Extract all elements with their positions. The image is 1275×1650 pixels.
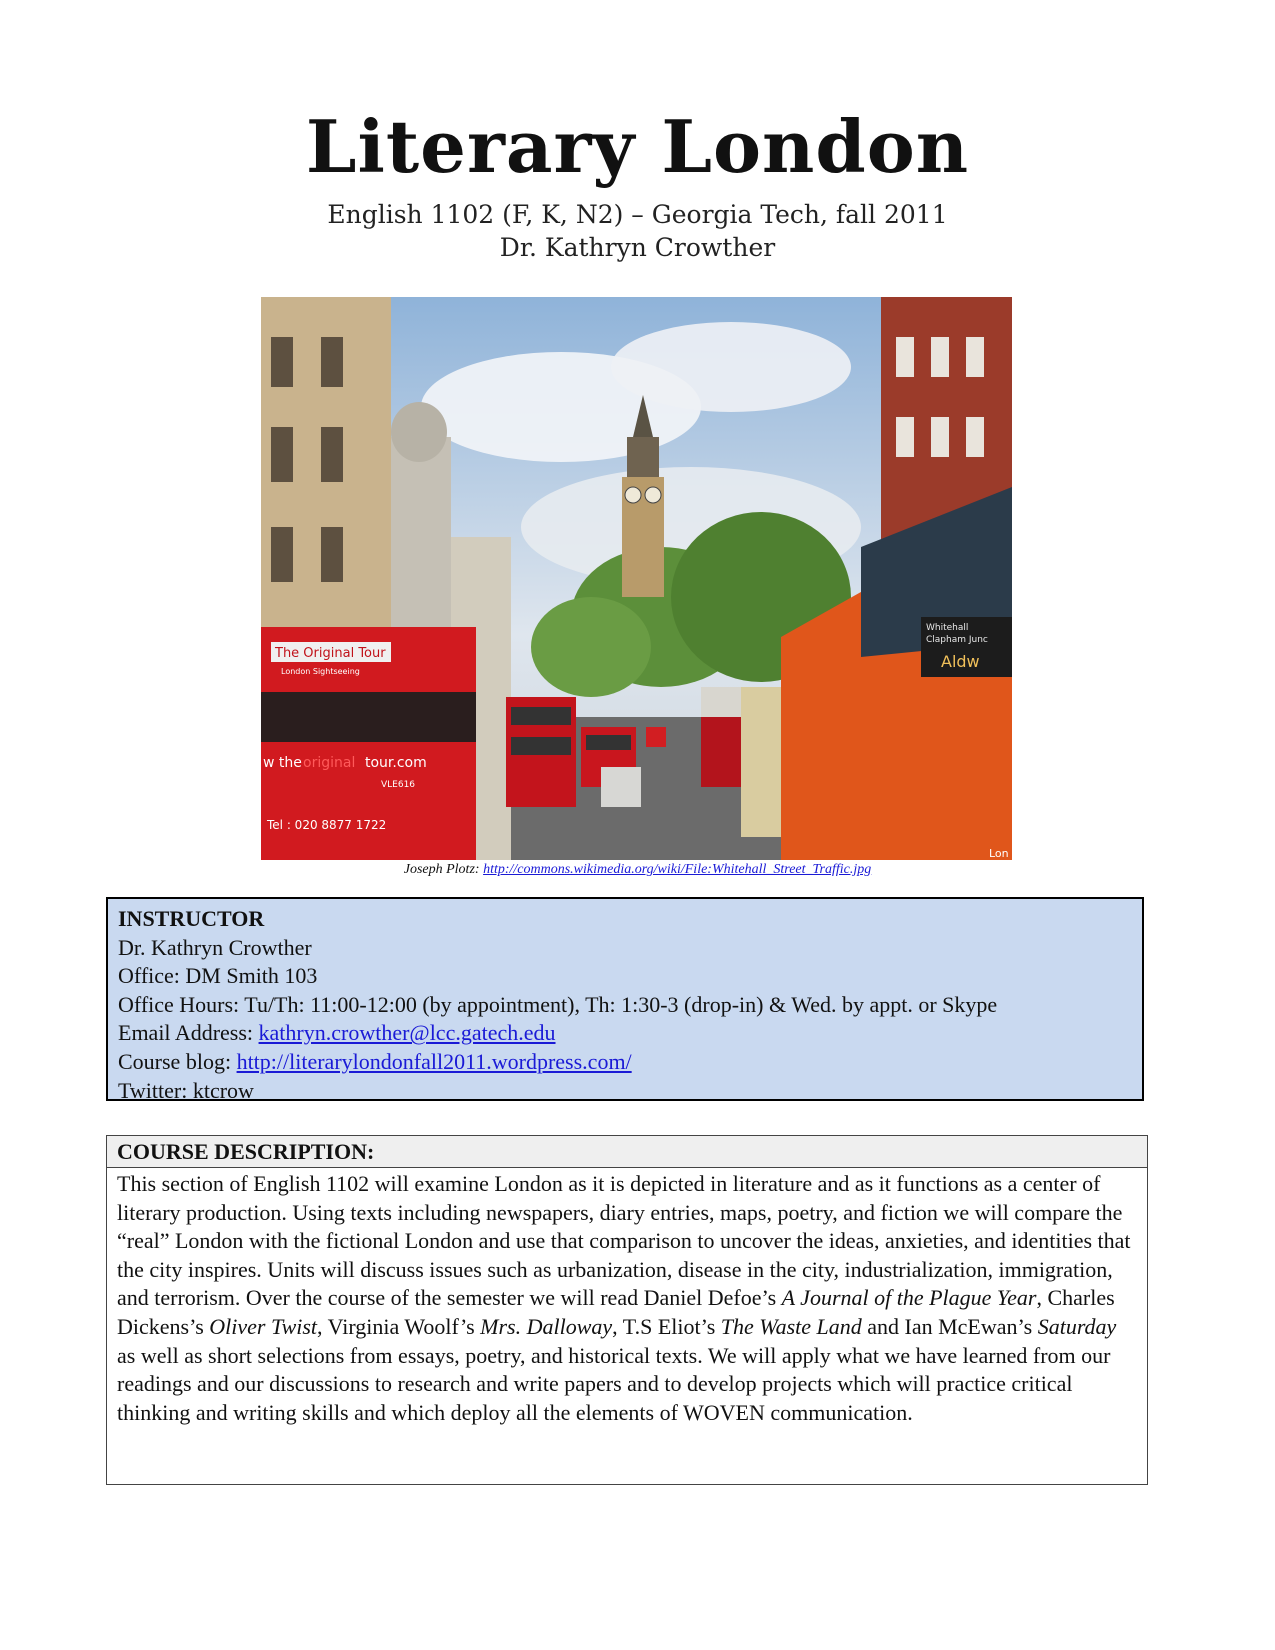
course-line: English 1102 (F, K, N2) – Georgia Tech, fall 2011 [327,200,948,229]
bus-dest-big: Aldw [941,652,980,671]
caption-author: Joseph Plotz: [403,862,484,877]
email-label: Email Address: [118,1020,259,1046]
desc-text-2: , Charles Dickens’s [117,1285,1115,1339]
course-description-text [107,1168,1147,1429]
bus-side-text3: tour.com [365,755,427,771]
email-link[interactable]: kathryn.crowther@lcc.gatech.edu [258,1020,556,1046]
bus-plate: VLE616 [381,780,416,790]
blog-label: Course blog: [118,1048,237,1074]
course-description-heading: COURSE DESCRIPTION: [107,1136,1147,1168]
bus-side-text: w the [263,755,302,771]
book-title-saturday: Saturday [1037,1313,1117,1339]
subtitle [0,198,1275,264]
instructor-box [106,897,1144,1101]
bus-dest-small1: Whitehall [926,623,969,633]
desc-text-3: , Virginia Woolf’s [317,1313,481,1339]
book-title-mrs-dalloway: Mrs. Dalloway [480,1313,613,1339]
desc-text-6: as well as short selections from essays, poetry, and historical texts. We will apply what we have learned from our readings and our discussions to research and write papers and to develop projects which will practice critical thinking and writing skills and which deploy all the elements of WOVEN communication. [117,1342,1111,1425]
bus-phone: Tel : 020 8877 1722 [267,818,387,832]
book-title-oliver-twist: Oliver Twist [209,1313,318,1339]
desc-text-1: This section of English 1102 will examine London as it is depicted in literature and as it functions as a center of literary production. Using texts including newspapers, diary entries, maps, poetry, and fiction we will compare the “real” London with the fictional London and use that comparison to uncover the ideas, anxieties, and identities that the city inspires. Units will discuss issues such as urbanization, disease in the city, industrialization, immigration, and terrorism. Over the course of the semester we will read Daniel Defoe’s [117,1171,1131,1311]
caption-link[interactable]: http://commons.wikimedia.org/wiki/File:Whitehall_Street_Traffic.jpg [483,862,872,877]
bus-sign-left: The Original Tour [275,646,386,661]
bus-side-text2: original [303,755,356,771]
instructor-blog-row [118,1048,1132,1077]
book-title-waste-land: The Waste Land [720,1313,862,1339]
photo-caption [0,862,1275,878]
instructor-email-row [118,1019,1132,1048]
instructor-heading: INSTRUCTOR [118,906,265,931]
desc-text-4: , T.S Eliot’s [612,1313,721,1339]
instructor-name: Dr. Kathryn Crowther [118,934,312,960]
bus-dest-small2: Clapham Junc [926,635,988,645]
instructor-line: Dr. Kathryn Crowther [499,233,776,262]
course-description-box [106,1135,1148,1485]
book-title-plague-year: A Journal of the Plague Year [781,1285,1037,1311]
blog-link[interactable]: http://literarylondonfall2011.wordpress.com/ [236,1048,632,1074]
bus-sign-left-sub: London Sightseeing [281,667,360,676]
desc-text-5: and Ian McEwan’s [861,1313,1038,1339]
london-street-photo [261,297,1012,860]
instructor-twitter: Twitter: ktcrow [118,1077,254,1103]
instructor-hours: Office Hours: Tu/Th: 11:00-12:00 (by appointment), Th: 1:30-3 (drop-in) & Wed. by appt. or Skype [118,991,998,1017]
instructor-office: Office: DM Smith 103 [118,963,318,989]
page-title: Literary London [305,104,970,189]
bus-side-right: Lon [989,847,1009,860]
